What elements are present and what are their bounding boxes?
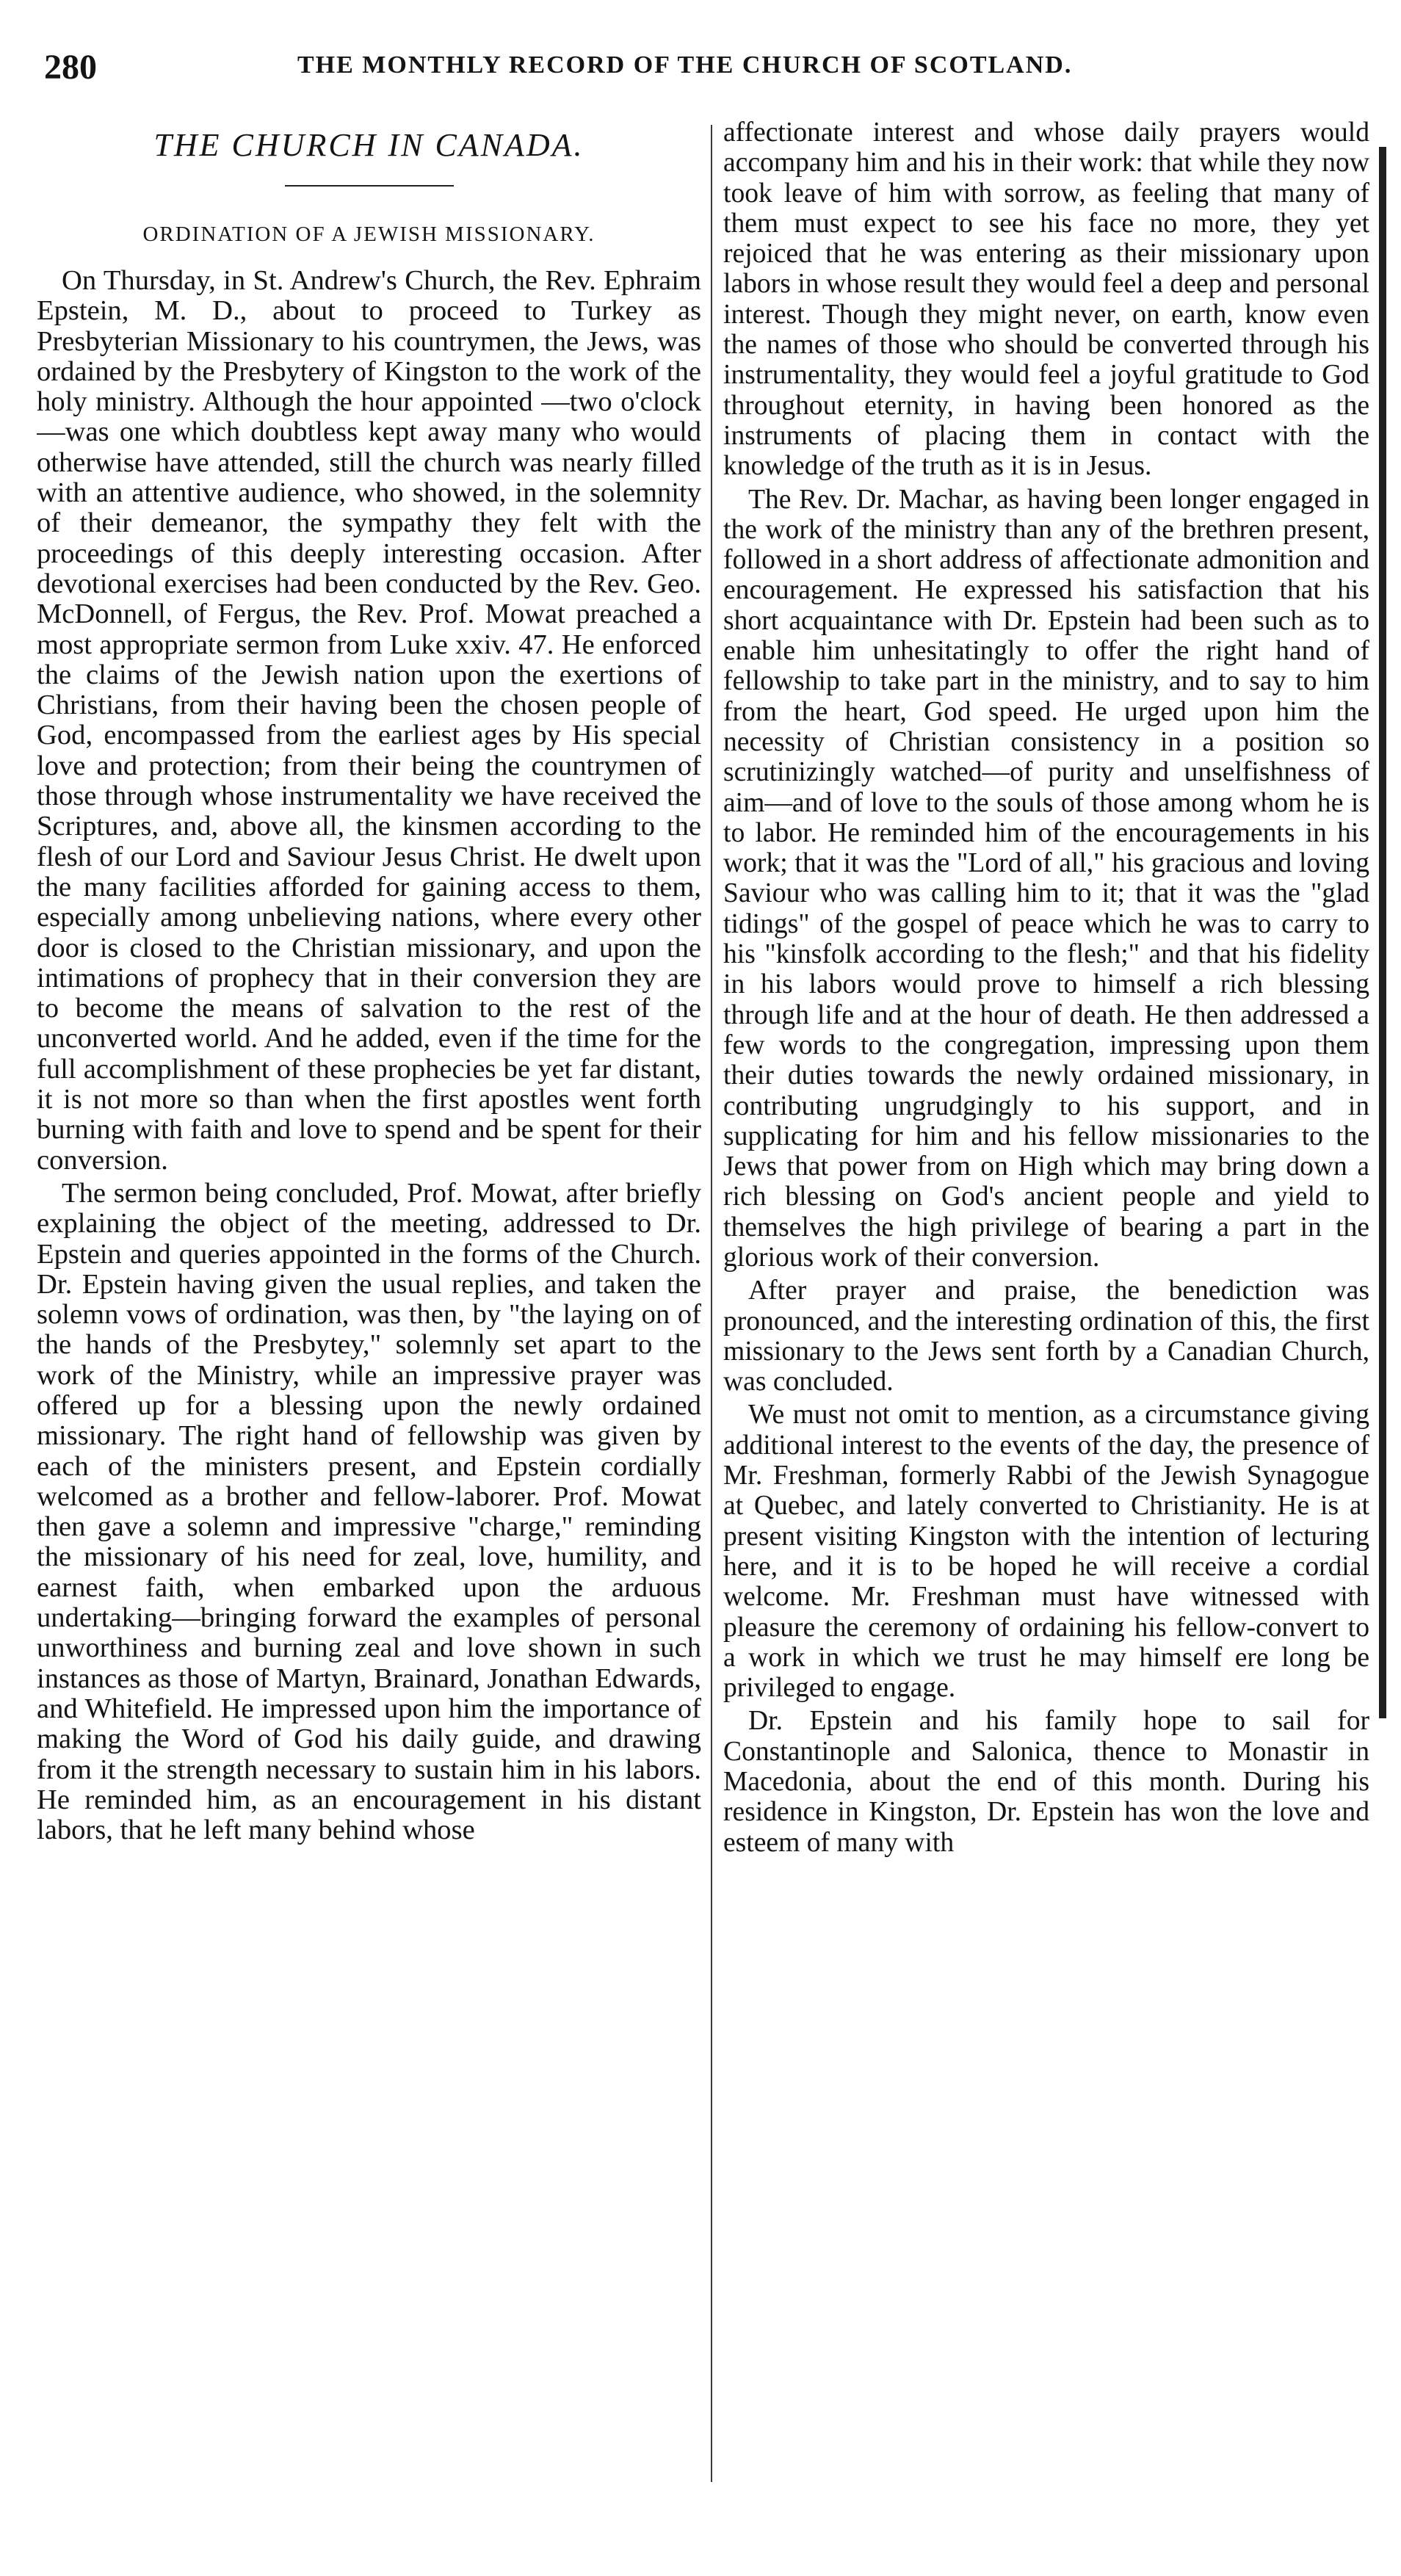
left-paragraph-2: The sermon being concluded, Prof. Mowat, after briefly explaining the object of the meeting, addressed to Dr. Epstein and queries appointed in the forms of the Church. Dr. Epstein having given the usual replies, and taken the solemn vows of ordination, was then, by "the laying on of the hands of the Presbytey," solemnly set apart to the work of the Ministry, while an impressive prayer was offered up for a blessing upon the newly ordained missionary. The right hand of fellowship was given by each of the ministers present, and Epstein cordially welcomed as a brother and fellow-laborer. Prof. Mowat then gave a solemn and impressive "charge," reminding the missionary of his need for zeal, love, humility, and earnest faith, when embarked upon the arduous undertaking—bringing forward the examples of personal unworthiness and burning zeal and love shown in such instances as those of Martyn, Brainard, Jonathan Edwards, and Whitefield. He impressed upon him the importance of making the Word of God his daily guide, and drawing from it the strength necessary to sustain him in his labors. He reminded him, as an encouragement in his distant labors, that he left many behind whose [37, 1177, 701, 1846]
right-paragraph-3: After prayer and praise, the benediction was pronounced, and the interesting ordination of this, the first missionary to the Jews sent forth by a Canadian Church, was concluded. [723, 1276, 1369, 1397]
article-title: THE CHURCH IN CANADA. [153, 127, 584, 163]
right-paragraph-5: Dr. Epstein and his family hope to sail for Constantinople and Salonica, thence to Monastir in Macedonia, about the end of this month. During his residence in Kingston, Dr. Epstein has won the love and esteem of many with [723, 1706, 1369, 1858]
left-column [37, 117, 701, 2489]
right-paragraph-1: affectionate interest and whose daily prayers would accompany him and his in their work: that while they now took leave of him with sorrow, as feeling that many of them must expect to see his face no more, they yet rejoiced that he was entering as their missionary upon labors in whose result they would feel a deep and personal interest. Though they might never, on earth, know even the names of those who should be converted through his instrumentality, they would feel a joyful gratitude to God throughout eternity, in having been honored as the instruments of placing them in contact with the knowledge of the truth as it is in Jesus. [723, 117, 1369, 482]
right-column [723, 117, 1369, 2489]
right-paragraph-4: We must not omit to mention, as a circumstance giving additional interest to the events of the day, the presence of Mr. Freshman, formerly Rabbi of the Jewish Synagogue at Quebec, and lately converted to Christianity. He is at present visiting Kingston with the intention of lecturing here, and it is to be hoped he will receive a cordial welcome. Mr. Freshman must have witnessed with pleasure the ceremony of ordaining his fellow-convert to a work in which we trust he may himself ere long be privileged to engage. [723, 1400, 1369, 1704]
column-divider [711, 125, 712, 2482]
article-subtitle: ORDINATION OF A JEWISH MISSIONARY. [142, 222, 595, 246]
page-number: 280 [44, 48, 97, 87]
title-rule [285, 185, 454, 187]
binding-edge-shadow [1379, 147, 1386, 1718]
running-head: THE MONTHLY RECORD OF THE CHURCH OF SCOTLAND. [297, 51, 1073, 79]
page-header [44, 37, 1322, 103]
right-paragraph-2: The Rev. Dr. Machar, as having been longer engaged in the work of the ministry than any of the brethren present, followed in a short address of affectionate admonition and encouragement. He expressed his satisfaction that his short acquaintance with Dr. Epstein had been such as to enable him unhesitatingly to offer the right hand of fellowship to take part in the ministry, and to say to him from the heart, God speed. He urged upon him the necessity of Christian consistency in a position so scrutinizingly watched—of purity and unselfishness of aim—and of love to the souls of those among whom he is to labor. He reminded him of the encouragements in his work; that it was the "Lord of all," his gracious and loving Saviour who was calling him to it; that it was the "glad tidings" of the gospel of peace which he was to carry to his "kinsfolk according to the flesh;" and that his fidelity in his labors would prove to himself a rich blessing through life and at the hour of death. He then addressed a few words to the congregation, impressing upon them their duties towards the newly ordained missionary, in contributing ungrudgingly to his support, and in supplicating for him and his fellow missionaries to the Jews that power from on High which may bring down a rich blessing on God's ancient people and yield to themselves the high privilege of bearing a part in the glorious work of their conversion. [723, 484, 1369, 1273]
left-paragraph-1: On Thursday, in St. Andrew's Church, the Rev. Ephraim Epstein, M. D., about to proceed to Turkey as Presbyterian Missionary to his countrymen, the Jews, was ordained by the Presbytery of Kingston to the work of the holy ministry. Although the hour appointed —two o'clock—was one which doubtless kept away many who would otherwise have attended, still the church was nearly filled with an attentive audience, who showed, in the solemnity of their demeanor, the sympathy they felt with the proceedings of this deeply interesting occasion. After devotional exercises had been conducted by the Rev. Geo. McDonnell, of Fergus, the Rev. Prof. Mowat preached a most appropriate sermon from Luke xxiv. 47. He enforced the claims of the Jewish nation upon the exertions of Christians, from their having been the chosen people of God, encompassed from the earliest ages by His special love and protection; from their being the countrymen of those through whose instrumentality we have received the Scriptures, and, above all, the kinsmen according to the flesh of our Lord and Saviour Jesus Christ. He dwelt upon the many facilities afforded for gaining access to them, especially among unbelieving nations, where every other door is closed to the Christian missionary, and upon the intimations of prophecy that in their conversion they are to become the means of salvation to the rest of the unconverted world. And he added, even if the time for the full accomplishment of these prophecies be yet far distant, it is not more so than when the first apostles went forth burning with faith and love to spend and be spent for their conversion. [37, 265, 701, 1176]
